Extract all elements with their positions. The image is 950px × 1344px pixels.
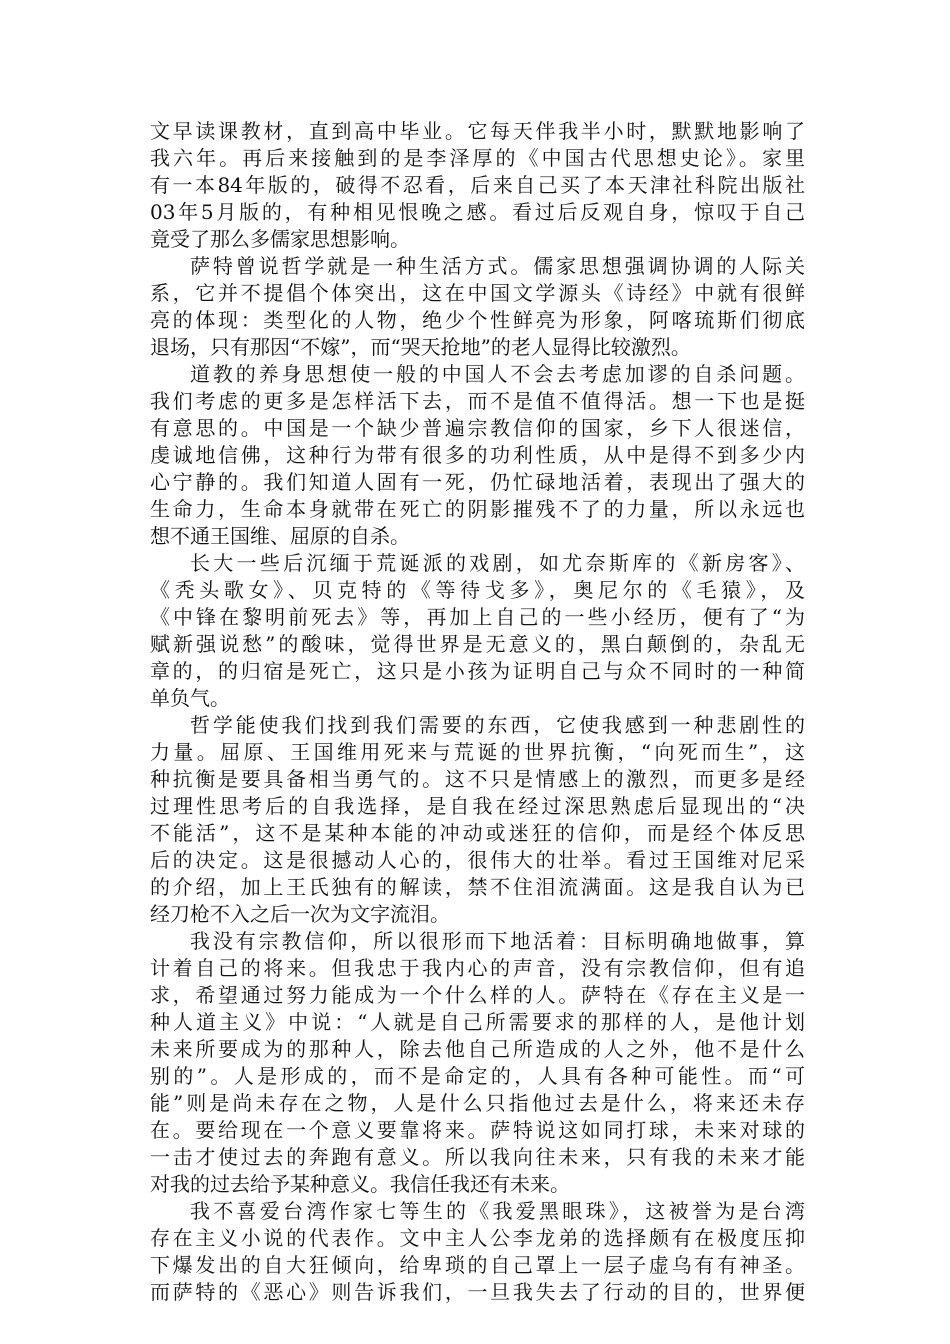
text-line: 一击才使过去的奔跑有意义。所以我向往未来，只有我的未来才能	[150, 1145, 805, 1169]
paragraph-first-line: 长大一些后沉缅于荒诞派的戏剧，如尤奈斯库的《新房客》、	[190, 551, 805, 575]
text-line: 文早读课教材，直到高中毕业。它每天伴我半小时，默默地影响了	[150, 119, 805, 143]
text-line: 有意思的。中国是一个缺少普遍宗教信仰的国家，乡下人很迷信，	[150, 416, 805, 440]
text-line: 的介绍，加上王氏独有的解读，禁不住泪流满面。这是我自认为已	[150, 875, 805, 899]
text-line: 求，希望通过努力能成为一个什么样的人。萨特在《存在主义是一	[150, 983, 805, 1007]
text-line: 赋新强说愁”的酸味，觉得世界是无意义的，黑白颠倒的，杂乱无	[150, 632, 805, 656]
text-line: 对我的过去给予某种意义。我信任我还有未来。	[150, 1172, 570, 1196]
text-line: 竟受了那么多儒家思想影响。	[150, 227, 410, 251]
text-line: 虔诚地信佛，这种行为带有很多的功利性质，从中是得不到多少内	[150, 443, 805, 467]
paragraph-first-line: 道教的养身思想使一般的中国人不会去考虑加谬的自杀问题。	[190, 362, 805, 386]
text-line: 不能活”，这不是某种本能的冲动或迷狂的信仰，而是经个体反思	[150, 821, 805, 845]
text-line: 退场，只有那因“不嫁”，而“哭天抢地”的老人显得比较激烈。	[150, 335, 691, 359]
text-line: 章的，的归宿是死亡，这只是小孩为证明自己与众不同时的一种简	[150, 659, 805, 683]
body-text	[150, 118, 805, 1306]
text-line: 我六年。再后来接触到的是李泽厚的《中国古代思想史论》。家里	[150, 146, 805, 170]
text-line: 我们考虑的更多是怎样活下去，而不是值不值得活。想一下也是挺	[150, 389, 805, 413]
text-line: 存在主义小说的代表作。文中主人公李龙弟的选择颇有在极度压抑	[150, 1226, 805, 1250]
paragraph-first-line: 萨特曾说哲学就是一种生活方式。儒家思想强调协调的人际关	[190, 254, 805, 278]
text-line: 别的”。人是形成的，而不是命定的，人具有各种可能性。而“可	[150, 1064, 805, 1088]
text-line: 力量。屈原、王国维用死来与荒诞的世界抗衡，“向死而生”，这	[150, 740, 805, 764]
text-line: 下爆发出的自大狂倾向，给卑琐的自己罩上一层子虚乌有有神圣。	[150, 1253, 805, 1277]
text-line: 生命力，生命本身就带在死亡的阴影摧残不了的力量，所以永远也	[150, 497, 805, 521]
text-line: 《秃头歌女》、贝克特的《等待戈多》，奥尼尔的《毛猿》，及	[150, 578, 805, 602]
text-line: 种抗衡是要具备相当勇气的。这不只是情感上的激烈，而更多是经	[150, 767, 805, 791]
text-line: 心宁静的。我们知道人固有一死，仍忙碌地活着，表现出了强大的	[150, 470, 805, 494]
paragraph-first-line: 哲学能使我们找到我们需要的东西，它使我感到一种悲剧性的	[190, 713, 805, 737]
text-line: 亮的体现：类型化的人物，绝少个性鲜亮为形象，阿喀琉斯们彻底	[150, 308, 805, 332]
text-line: 在。要给现在一个意义要靠将来。萨特说这如同打球，未来对球的	[150, 1118, 805, 1142]
text-line: 系，它并不提倡个体突出，这在中国文学源头《诗经》中就有很鲜	[150, 281, 805, 305]
text-line: 而萨特的《恶心》则告诉我们，一旦我失去了行动的目的，世界便	[150, 1280, 805, 1304]
text-line: 03年5月版的，有种相见恨晚之感。看过后反观自身，惊叹于自己	[150, 200, 805, 224]
text-line: 经刀枪不入之后一次为文字流泪。	[150, 902, 450, 926]
text-line: 单负气。	[150, 686, 230, 710]
paragraph-first-line: 我不喜爱台湾作家七等生的《我爱黑眼珠》，这被誉为是台湾	[190, 1199, 805, 1223]
text-line: 计着自己的将来。但我忠于我内心的声音，没有宗教信仰，但有追	[150, 956, 805, 980]
text-line: 过理性思考后的自我选择，是自我在经过深思熟虑后显现出的“决	[150, 794, 805, 818]
text-line: 后的决定。这是很撼动人心的，很伟大的壮举。看过王国维对尼采	[150, 848, 805, 872]
text-line: 能”则是尚未存在之物，人是什么只指他过去是什么，将来还未存	[150, 1091, 805, 1115]
paragraph-first-line: 我没有宗教信仰，所以很形而下地活着：目标明确地做事，算	[190, 929, 805, 953]
text-line: 有一本84年版的，破得不忍看，后来自己买了本天津社科院出版社	[150, 173, 805, 197]
text-line: 《中锋在黎明前死去》等，再加上自己的一些小经历，便有了“为	[150, 605, 805, 629]
text-line: 未来所要成为的那种人，除去他自己所造成的人之外，他不是什么	[150, 1037, 805, 1061]
text-line: 想不通王国维、屈原的自杀。	[150, 524, 410, 548]
text-line: 种人道主义》中说：“人就是自己所需要求的那样的人，是他计划	[150, 1010, 805, 1034]
